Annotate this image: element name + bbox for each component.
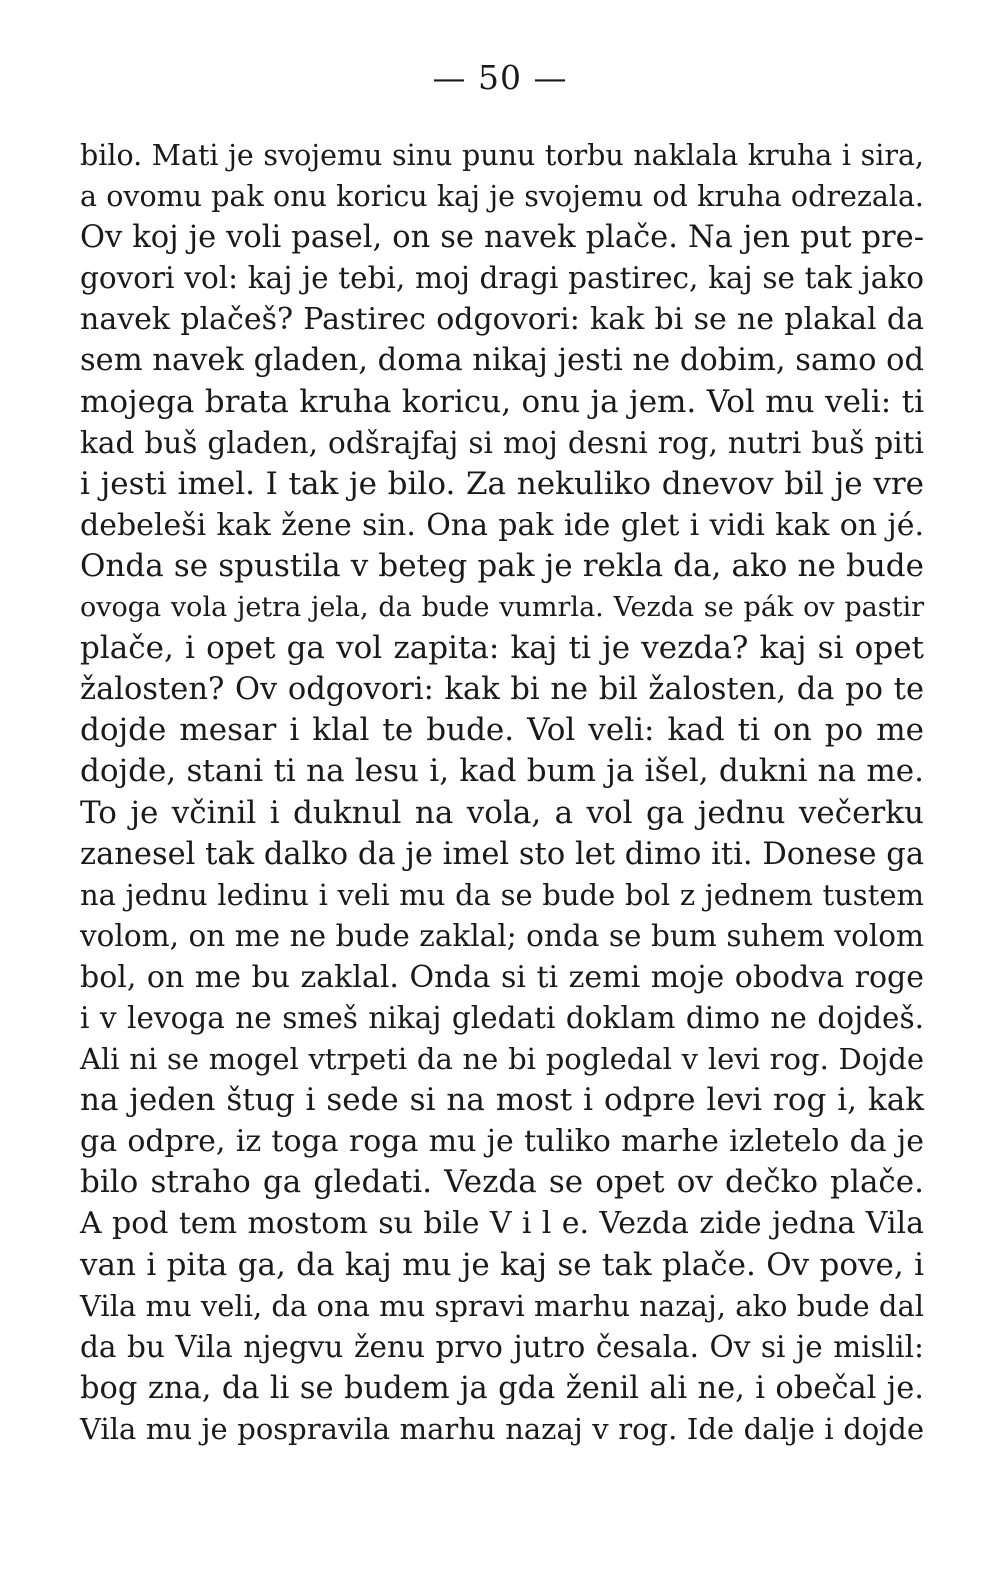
body-text bbox=[80, 135, 924, 1450]
text-line: i v levoga ne smeš nikaj gledati doklam dimo ne dojdeš. bbox=[80, 1000, 924, 1035]
text-line: kad buš gladen, odšrajfaj si moj desni rog, nutri buš piti bbox=[80, 425, 924, 460]
text-line: bilo straho ga gledati. Vezda se opet ov dečko plače. bbox=[80, 1164, 924, 1201]
text-line: dojde mesar i klal te bude. Vol veli: kad ti on po me bbox=[80, 712, 924, 749]
text-line: A pod tem mostom su bile V i l e. Vezda zide jedna Vila bbox=[80, 1206, 924, 1242]
text-line: sem navek gladen, doma nikaj jesti ne dobim, samo od bbox=[80, 343, 925, 379]
text-line: govori vol: kaj je tebi, moj dragi pastirec, kaj se tak jako bbox=[80, 261, 924, 296]
text-line: plače, i opet ga vol zapita: kaj ti je vezda? kaj si opet bbox=[80, 630, 924, 667]
text-line: To je včinil i duknul na vola, a vol ga jednu večerku bbox=[80, 794, 924, 831]
text-line: Vila mu je pospravila marhu nazaj v rog. Ide dalje i dojde bbox=[80, 1411, 924, 1446]
text-line: Ali ni se mogel vtrpeti da ne bi pogledal v levi rog. Dojde bbox=[80, 1042, 924, 1077]
text-line: bol, on me bu zaklal. Onda si ti zemi moje obodva roge bbox=[80, 959, 924, 995]
text-line: žalosten? Ov odgovori: kak bi ne bil žalosten, da po te bbox=[80, 672, 924, 708]
text-line: a ovomu pak onu koricu kaj je svojemu od kruha odrezala. bbox=[80, 180, 924, 214]
text-line: bilo. Mati je svojemu sinu punu torbu naklala kruha i sira, bbox=[80, 139, 924, 172]
text-line: dojde, stani ti na lesu i, kad bum ja išel, dukni na me. bbox=[80, 753, 924, 790]
text-line: na jednu ledinu i veli mu da se bude bol z jednem tustem bbox=[80, 877, 924, 912]
text-line: Onda se spustila v beteg pak je rekla da, ako ne bude bbox=[80, 547, 924, 584]
text-line: debeleši kak žene sin. Ona pak ide glet i vidi kak on jé. bbox=[80, 507, 924, 543]
text-line: volom, on me ne bude zaklal; onda se bum suhem volom bbox=[80, 918, 924, 953]
text-line: zanesel tak dalko da je imel sto let dimo iti. Donese ga bbox=[80, 836, 924, 872]
text-line: Ov koj je voli pasel, on se navek plače. Na jen put pre- bbox=[80, 220, 924, 256]
text-line: van i pita ga, da kaj mu je kaj se tak plače. Ov pove, i bbox=[80, 1246, 924, 1283]
text-line: Vila mu veli, da ona mu spravi marhu nazaj, ako bude dal bbox=[80, 1288, 925, 1323]
text-line: mojega brata kruha koricu, onu ja jem. Vol mu veli: ti bbox=[80, 383, 924, 420]
text-line: i jesti imel. I tak je bilo. Za nekuliko dnevov bil je vre bbox=[80, 465, 924, 502]
text-line: bog zna, da li se budem ja gda ženil ali ne, i obečal je. bbox=[80, 1370, 924, 1406]
text-line: da bu Vila njegvu ženu prvo jutro česala. Ov si je mislil: bbox=[80, 1329, 924, 1364]
text-line: ga odpre, iz toga roga mu je tuliko marhe izletelo da je bbox=[80, 1124, 924, 1160]
page-number: — 50 — bbox=[432, 58, 568, 97]
text-line: navek plačeš? Pastirec odgovori: kak bi se ne plakal da bbox=[80, 302, 924, 338]
text-line: na jeden štug i sede si na most i odpre levi rog i, kak bbox=[80, 1082, 924, 1119]
text-line: ovoga vola jetra jela, da bude vumrla. Vezda se pák ov pastir bbox=[80, 592, 924, 624]
